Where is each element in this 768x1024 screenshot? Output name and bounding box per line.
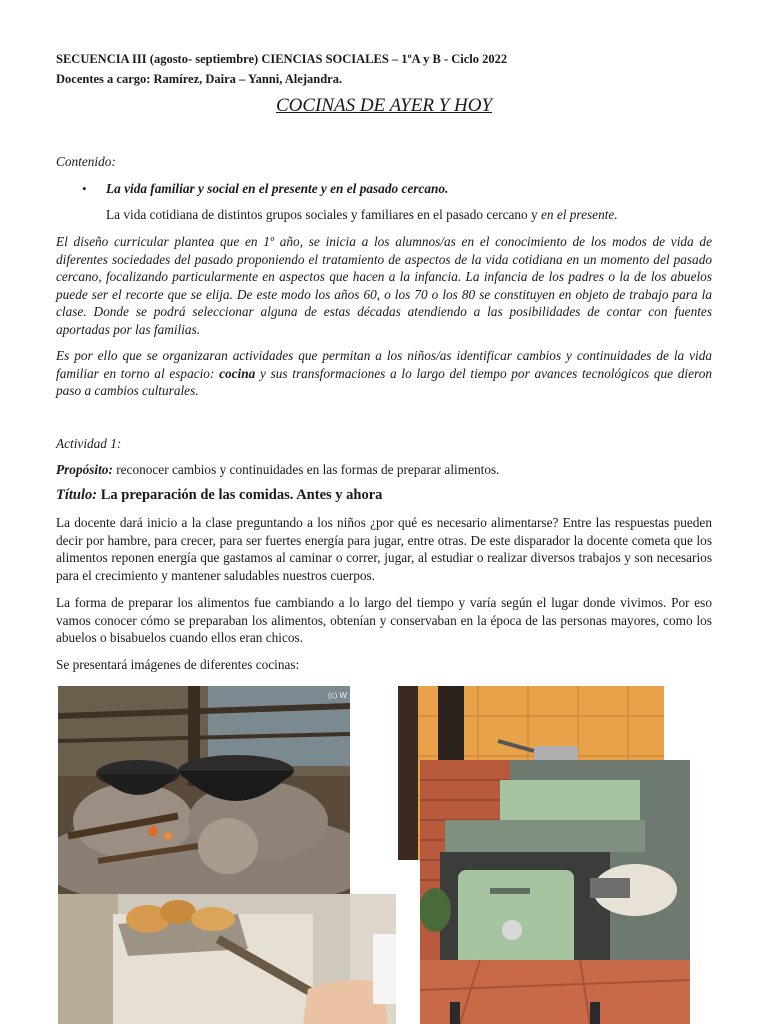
titulo-line	[56, 487, 712, 505]
old-kitchen-illustration	[58, 686, 350, 894]
bread-oven-illustration	[58, 894, 396, 1024]
paragraph-activities-start: Es por ello que se organizaran actividades que permitan a los niños/as identificar cambios y continuidades de la vida familiar en torno al espacio:	[56, 348, 712, 381]
proposito-text: reconocer cambios y continuidades en las formas de preparar alimentos.	[112, 462, 500, 477]
contenido-bullet: La vida familiar y social en el presente y en el pasado cercano.	[106, 181, 449, 196]
titulo-text: La preparación de las comidas. Antes y ahora	[97, 487, 383, 503]
contenido-line-regular: La vida cotidiana de distintos grupos sociales y familiares en el pasado cercano y	[106, 207, 541, 222]
paragraph-activities	[56, 347, 712, 400]
paragraph-changes: La forma de preparar los alimentos fue cambiando a lo largo del tiempo y varía según el lugar donde vivimos. Por eso vamos conocer cómo se preparaban los alimentos, obtenían y conservaban en la época de las personas mayores, como los abuelos o bisabuelos cuando ellos eran chicos.	[56, 595, 712, 645]
proposito-line	[56, 461, 712, 479]
titulo-label: Título:	[56, 487, 98, 503]
bullet-dot-icon: •	[82, 181, 87, 196]
contenido-line-italic: en el presente.	[540, 207, 618, 222]
photo-bread-oven	[58, 894, 396, 1024]
paragraph-images-intro: Se presentará imágenes de diferentes cocinas:	[56, 657, 300, 672]
paragraph-activities-bold: cocina	[219, 365, 256, 381]
paragraph-activities-end: y sus transformaciones a lo largo del tiempo por avances tecnológicos que dieron paso a cambios culturales.	[56, 365, 712, 398]
page-title: COCINAS DE AYER Y HOY	[275, 95, 493, 116]
paragraph-intro: La docente dará inicio a la clase preguntando a los niños ¿por qué es necesario alimentarse? Entre las respuestas pueden decir por hambre, para crecer, para ser fuertes energía para jugar, entre otras. De este disparador la docente cometa que los alimentos reponen energía que gastamos al caminar o correr, jugar, al estudiar o realizar diversos trabajos y son necesarios para el crecimiento y mantener saludables nuestros cuerpos.	[56, 515, 712, 583]
header-line-2: Docentes a cargo: Ramírez, Daira – Yanni, Alejandra.	[56, 72, 343, 86]
header-line-1: SECUENCIA III (agosto- septiembre) CIENCIAS SOCIALES – 1ºA y B - Ciclo 2022	[56, 52, 508, 66]
actividad-label: Actividad 1:	[56, 436, 122, 451]
proposito-label: Propósito:	[56, 462, 113, 477]
photo-old-kitchen-pots	[58, 686, 350, 894]
contenido-line	[106, 207, 618, 223]
photo-watermark: (c) W	[328, 691, 348, 700]
paragraph-curriculum: El diseño curricular plantea que en 1º año, se inicia a los alumnos/as en el conocimiento de los modos de vida de diferentes sociedades del pasado proponiendo el tratamiento de aspectos de la vida cotidiana en un momento del pasado cercano, focalizando particularmente en aspectos que hacen a la infancia. La infancia de los padres o la de los abuelos puede ser el recorte que se elija. De este modo los años 60, o los 70 o los 80 se constituyen en objeto de trabajo para la clase. Donde se podrá seleccionar alguna de estas décadas atendiendo a las posibilidades de contar con fuentes aportadas por las familias.	[56, 234, 712, 337]
photo-vintage-stove	[420, 760, 690, 1024]
vintage-stove-illustration	[420, 760, 690, 1024]
contenido-label: Contenido:	[56, 154, 116, 169]
